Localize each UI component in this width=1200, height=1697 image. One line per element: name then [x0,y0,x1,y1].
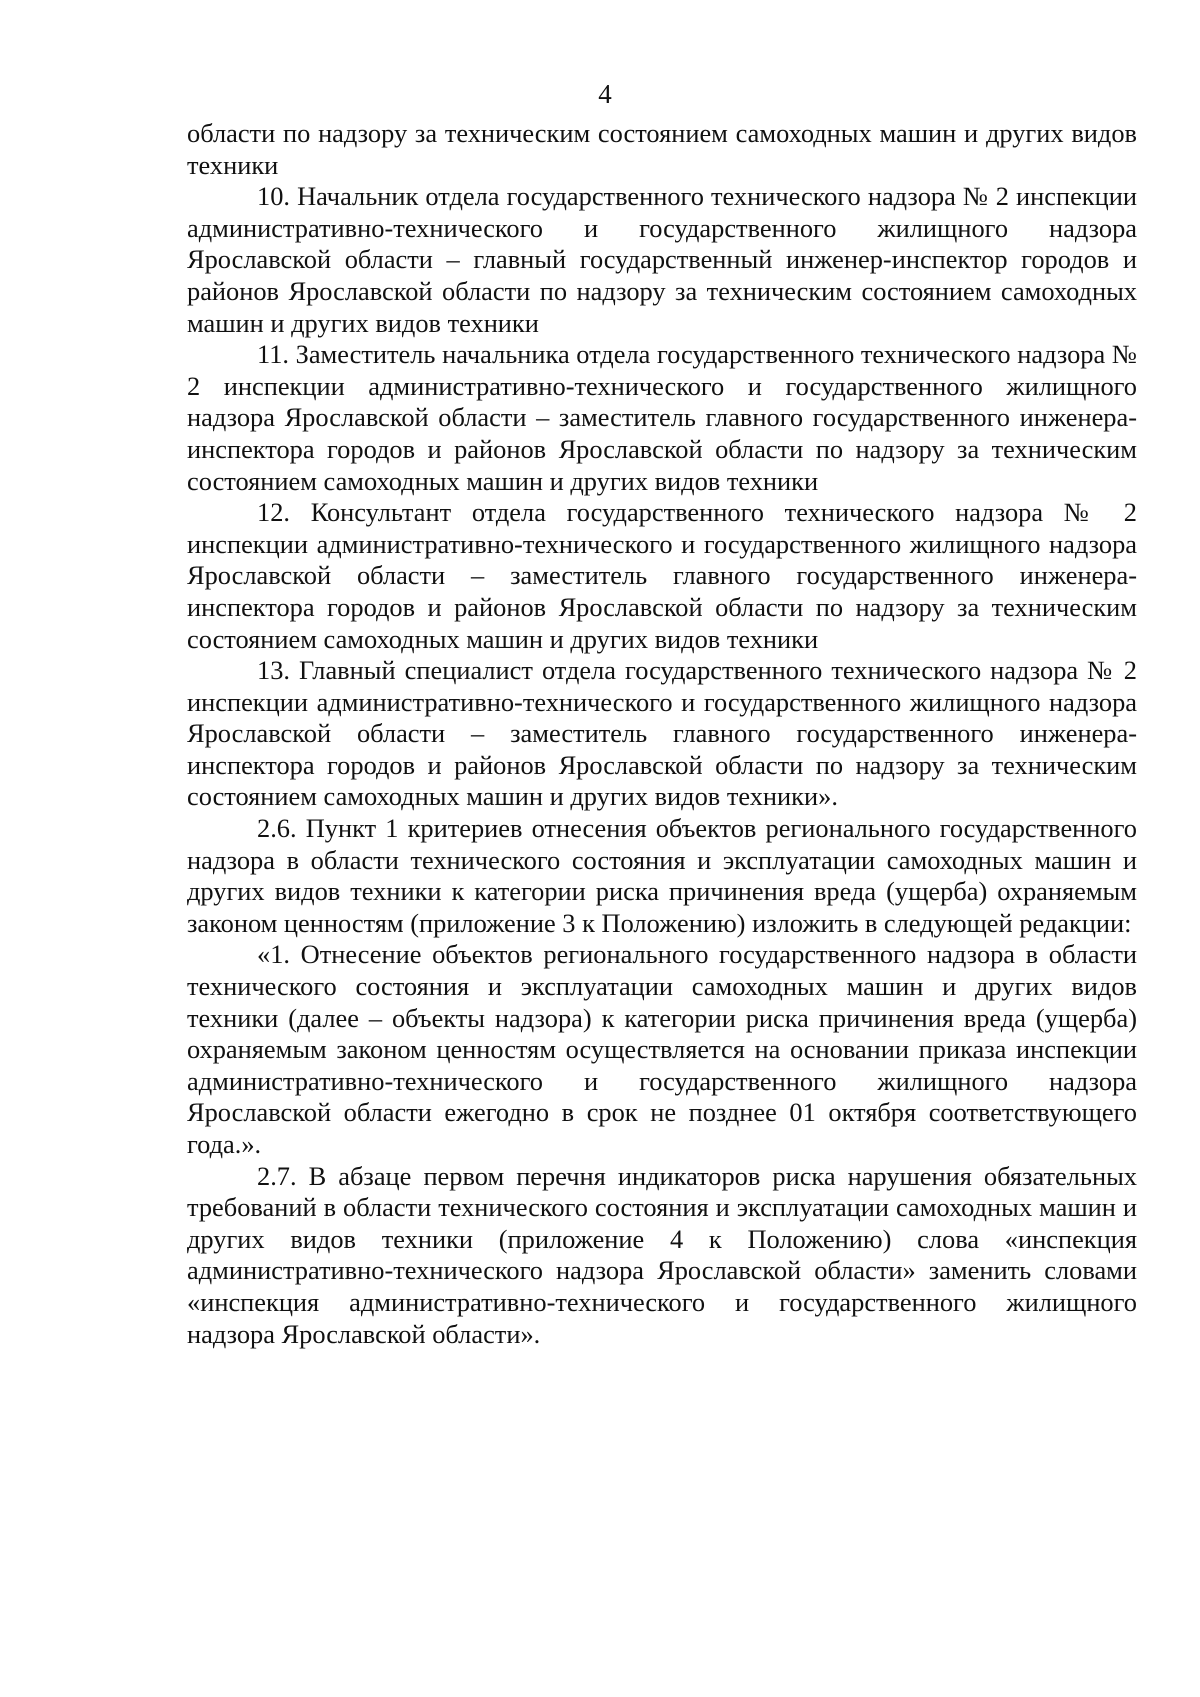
paragraph-quoted-item-1: «1. Отнесение объектов регионального государственного надзора в области технического состояния и эксплуатации самоходных машин и других видов техники (далее – объекты надзора) к категории риска причинения вреда (ущерба) охраняемым законом ценностям осуществляется на основании приказа инспекции административно-технического и государственного жилищного надзора Ярославской области ежегодно в срок не позднее 01 октября соответствующего года.». [187,939,1137,1159]
paragraph-item-13: 13. Главный специалист отдела государственного технического надзора № 2 инспекции административно-технического и государственного жилищного надзора Ярославской области – заместитель главного государственного инженера-инспектора городов и районов Ярославской области по надзору за техническим состоянием самоходных машин и других видов техники». [187,655,1137,812]
paragraph-clause-2-6: 2.6. Пункт 1 критериев отнесения объектов регионального государственного надзора в области технического состояния и эксплуатации самоходных машин и других видов техники к категории риска причинения вреда (ущерба) охраняемым законом ценностям (приложение 3 к Положению) изложить в следующей редакции: [187,813,1137,938]
paragraph-item-10: 10. Начальник отдела государственного технического надзора № 2 инспекции административно-технического и государственного жилищного надзора Ярославской области – главный государственный инженер-инспектор городов и районов Ярославской области по надзору за техническим состоянием самоходных машин и других видов техники [187,181,1137,338]
paragraph-clause-2-7: 2.7. В абзаце первом перечня индикаторов риска нарушения обязательных требований в области технического состояния и эксплуатации самоходных машин и других видов техники (приложение 4 к Положению) слова «инспекция административно-технического надзора Ярославской области» заменить словами «инспекция административно-технического и государственного жилищного надзора Ярославской области». [187,1160,1137,1349]
paragraph-item-12: 12. Консультант отдела государственного технического надзора № 2 инспекции административно-технического и государственного жилищного надзора Ярославской области – заместитель главного государственного инженера-инспектора городов и районов Ярославской области по надзору за техническим состоянием самоходных машин и других видов техники [187,497,1137,654]
paragraph-item-11: 11. Заместитель начальника отдела государственного технического надзора № 2 инспекции административно-технического и государственного жилищного надзора Ярославской области – заместитель главного государственного инженера-инспектора городов и районов Ярославской области по надзору за техническим состоянием самоходных машин и других видов техники [187,339,1137,496]
paragraph-continuation: области по надзору за техническим состоянием самоходных машин и других видов техники [187,118,1137,180]
page-number: 4 [598,79,612,109]
document-body [187,118,1137,1350]
